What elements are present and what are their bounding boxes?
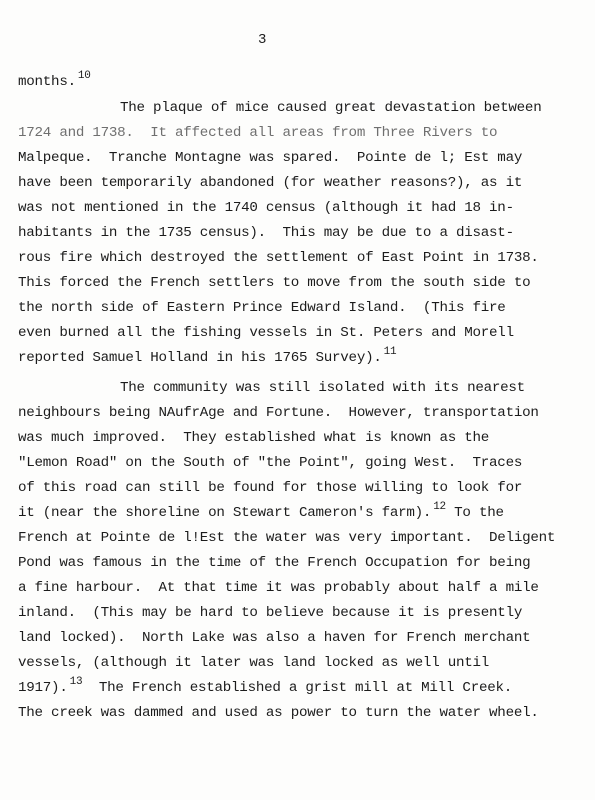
text-line: was not mentioned in the 1740 census (although it had 18 in- — [18, 200, 514, 216]
text-line: have been temporarily abandoned (for weather reasons?), as it — [18, 175, 523, 191]
footnote-marker: 12 — [433, 501, 446, 513]
text-line: of this road can still be found for those willing to look for — [18, 480, 523, 496]
text-line — [18, 676, 513, 696]
text-line: The community was still isolated with its nearest — [120, 380, 525, 396]
text-fragment: 1917). — [18, 680, 68, 696]
text-line: habitants in the 1735 census). This may be due to a disast- — [18, 225, 514, 241]
text-fragment: To the — [445, 505, 504, 521]
footnote-marker: 13 — [69, 676, 83, 688]
text-line: vessels, (although it later was land locked as well until — [18, 655, 490, 671]
text-line — [18, 70, 91, 90]
text-fragment: it (near the shoreline on Stewart Cameron's farm). — [18, 505, 432, 521]
text-fragment: reported Samuel Holland in his 1765 Survey). — [18, 350, 382, 366]
text-fragment: months. — [18, 74, 76, 90]
text-line: The plaque of mice caused great devastation between — [120, 100, 542, 116]
text-line: a fine harbour. At that time it was probably about half a mile — [18, 580, 539, 596]
text-fragment: The French established a grist mill at Mill Creek. — [82, 680, 513, 696]
footnote-marker: 10 — [77, 70, 91, 82]
text-line: Malpeque. Tranche Montagne was spared. Pointe de l; Est may — [18, 150, 523, 166]
text-line: the north side of Eastern Prince Edward Island. (This fire — [18, 300, 506, 316]
text-line: The creek was dammed and used as power to turn the water wheel. — [18, 705, 539, 721]
text-line: neighbours being NAufrAge and Fortune. However, transportation — [18, 405, 539, 421]
text-line — [18, 346, 397, 366]
text-line: rous fire which destroyed the settlement of East Point in 1738. — [18, 250, 539, 266]
text-line: land locked). North Lake was also a haven for French merchant — [18, 630, 531, 646]
text-line: was much improved. They established what is known as the — [18, 430, 490, 446]
text-line: Pond was famous in the time of the French Occupation for being — [18, 555, 531, 571]
text-line: "Lemon Road" on the South of "the Point", going West. Traces — [18, 455, 523, 471]
footnote-marker: 11 — [383, 346, 397, 358]
text-line: This forced the French settlers to move from the south side to — [18, 275, 531, 291]
text-line: even burned all the fishing vessels in St. Peters and Morell — [18, 325, 514, 341]
text-line: 1724 and 1738. It affected all areas from Three Rivers to — [18, 125, 498, 141]
text-line: inland. (This may be hard to believe because it is presently — [18, 605, 523, 621]
text-line — [18, 501, 504, 521]
text-line: French at Pointe de l!Est the water was very important. Deligent — [18, 530, 556, 546]
page-number: 3 — [258, 32, 267, 48]
